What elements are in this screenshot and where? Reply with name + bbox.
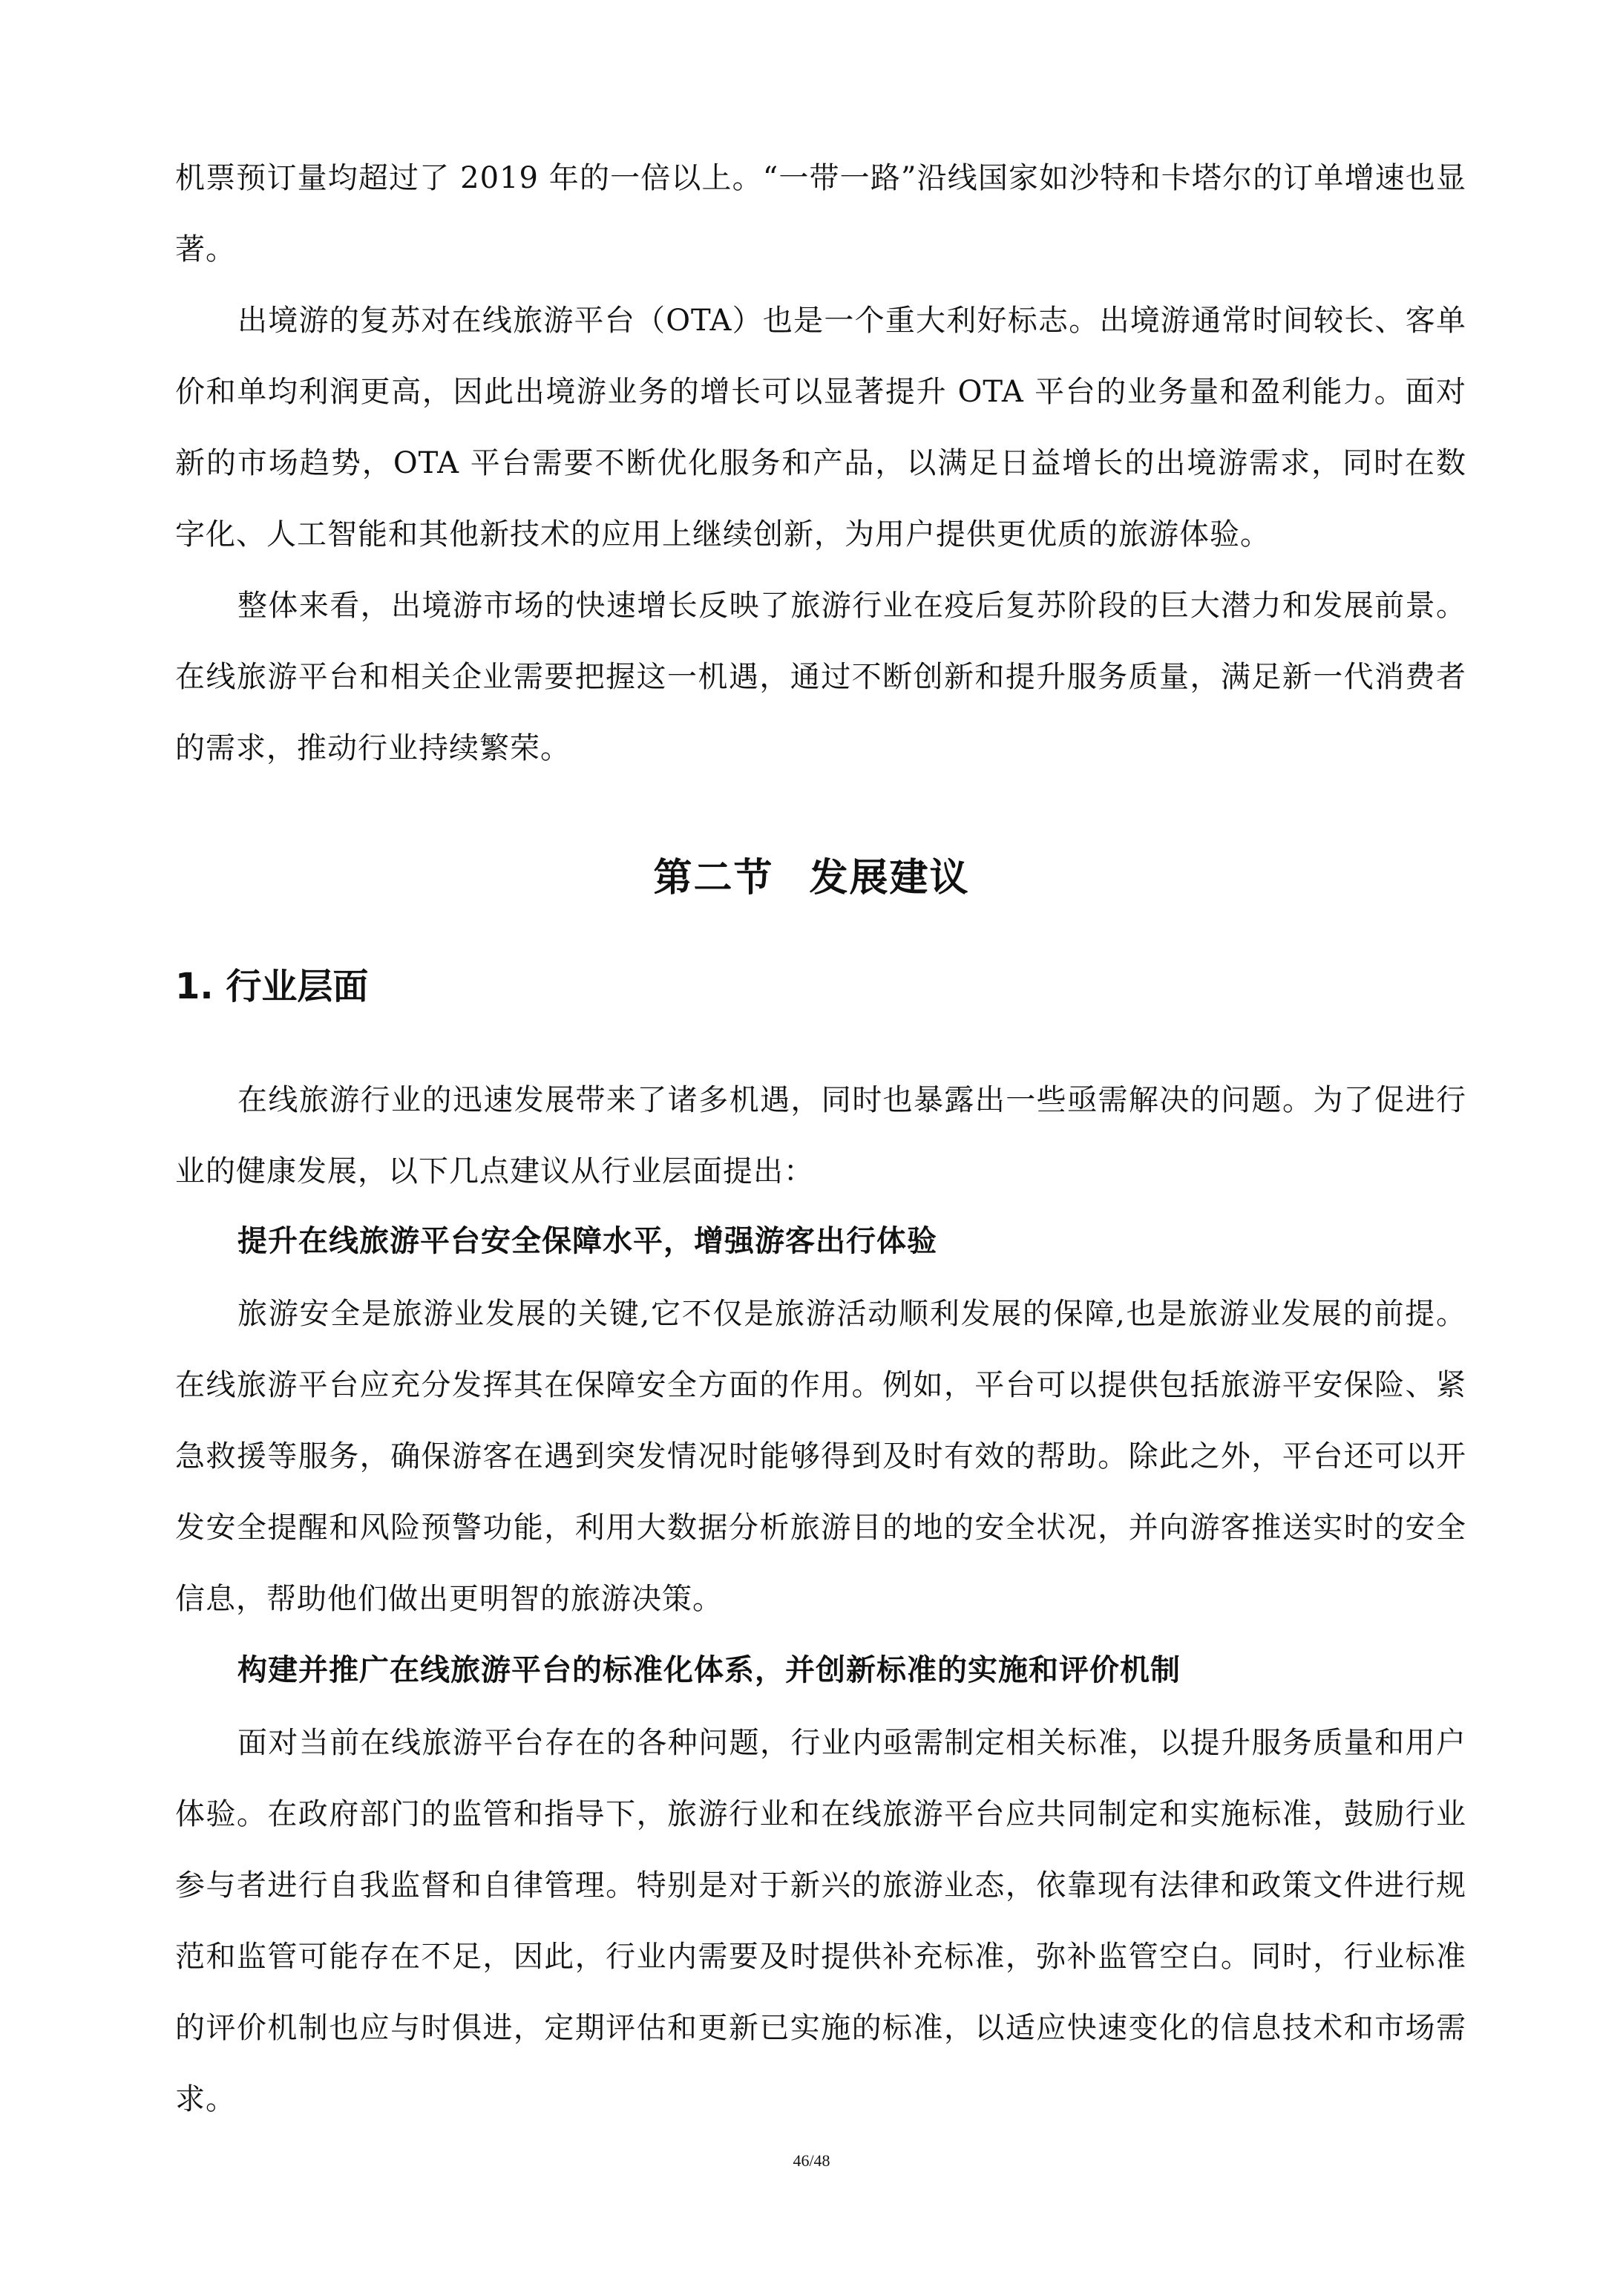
paragraph-standards: 面对当前在线旅游平台存在的各种问题，行业内亟需制定相关标准，以提升服务质量和用户体验。在政府部门的监管和指导下，旅游行业和在线旅游平台应共同制定和实施标准，鼓励行业参与者进行自我监督和自律管理。特别是对于新兴的旅游业态，依靠现有法律和政策文件进行规范和监管可能存在不足，因此，行业内需要及时提供补充标准，弥补监管空白。同时，行业标准的评价机制也应与时俱进，定期评估和更新已实施的标准，以适应快速变化的信息技术和市场需求。 [175,1726,1466,2116]
section-title-text: 发展建议 [809,856,970,900]
paragraph-industry-intro: 在线旅游行业的迅速发展带来了诸多机遇，同时也暴露出一些亟需解决的问题。为了促进行业的健康发展，以下几点建议从行业层面提出： [175,1083,1466,1188]
section-title-number: 第二节 [653,856,774,900]
section-title [0,846,1623,902]
paragraph-ota-recovery: 出境游的复苏对在线旅游平台（OTA）也是一个重大利好标志。出境游通常时间较长、客单价和单均利润更高，因此出境游业务的增长可以显著提升 OTA 平台的业务量和盈利能力。面对新的市场趋势，OTA 平台需要不断优化服务和产品，以满足日益增长的出境游需求，同时在数字化、人工智能和其他新技术的应用上继续创新，为用户提供更优质的旅游体验。 [175,304,1466,552]
paragraph-overall-outlook: 整体来看，出境游市场的快速增长反映了旅游行业在疫后复苏阶段的巨大潜力和发展前景。在线旅游平台和相关企业需要把握这一机遇，通过不断创新和提升服务质量，满足新一代消费者的需求，推动行业持续繁荣。 [175,589,1466,765]
sub-heading-industry-level: 1. 行业层面 [175,966,369,1007]
bold-heading-safety: 提升在线旅游平台安全保障水平，增强游客出行体验 [237,1224,937,1258]
bold-heading-standards: 构建并推广在线旅游平台的标准化体系，并创新标准的实施和评价机制 [237,1653,1181,1687]
paragraph-continuation: 机票预订量均超过了 2019 年的一倍以上。“一带一路”沿线国家如沙特和卡塔尔的订单增速也显著。 [175,161,1466,266]
paragraph-safety: 旅游安全是旅游业发展的关键,它不仅是旅游活动顺利发展的保障,也是旅游业发展的前提。在线旅游平台应充分发挥其在保障安全方面的作用。例如，平台可以提供包括旅游平安保险、紧急救援等服务，确保游客在遇到突发情况时能够得到及时有效的帮助。除此之外，平台还可以开发安全提醒和风险预警功能，利用大数据分析旅游目的地的安全状况，并向游客推送实时的安全信息，帮助他们做出更明智的旅游决策。 [175,1297,1466,1616]
page-number: 46/48 [793,2151,830,2170]
